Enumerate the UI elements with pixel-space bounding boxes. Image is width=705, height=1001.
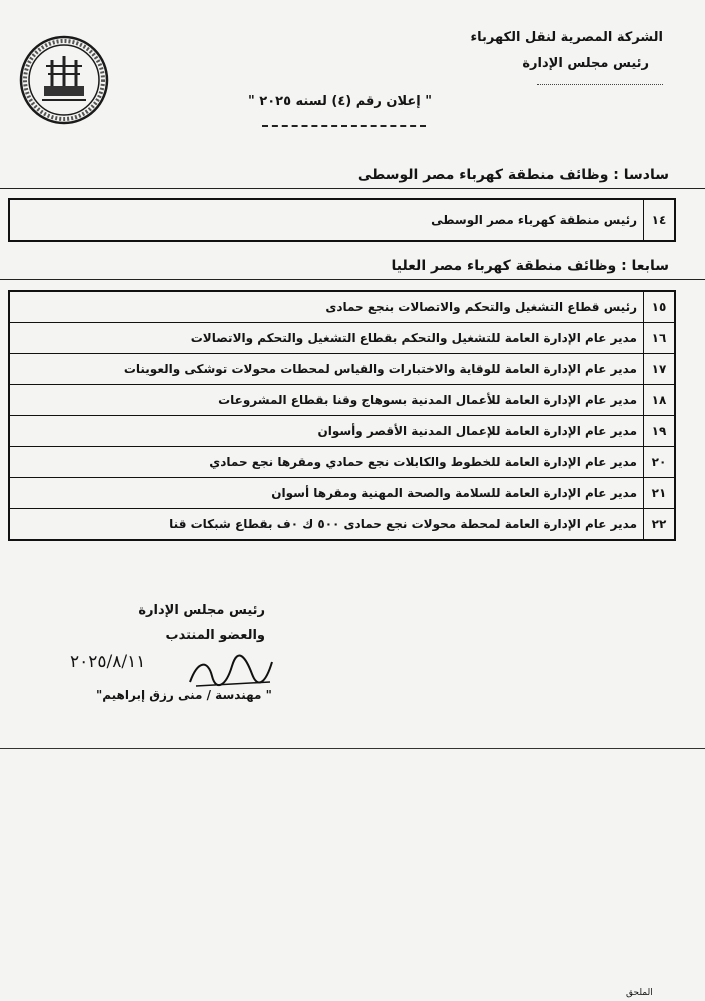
section7-table (8, 290, 676, 541)
row-number: ١٥ (643, 292, 674, 322)
row-number: ١٤ (643, 200, 674, 240)
row-job-title: مدير عام الإدارة العامة للخطوط والكابلات نجع حمادي ومقرها نجع حمادي (209, 455, 637, 469)
table-row (10, 354, 674, 385)
row-number: ٢٢ (643, 509, 674, 539)
row-job-title: رئيس قطاع التشغيل والتحكم والاتصالات بنجع حمادى (325, 300, 637, 314)
row-job-title: مدير عام الإدارة العامة للسلامة والصحة المهنية ومقرها أسوان (271, 486, 637, 500)
section6-rule (0, 188, 705, 189)
table-row (10, 447, 674, 478)
row-number: ١٨ (643, 385, 674, 415)
row-job-title: مدير عام الإدارة العامة للأعمال المدنية بسوهاج وقنا بقطاع المشروعات (218, 393, 637, 407)
row-job-title: مدير عام الإدارة العامة للوقاية والاختبارات والقياس لمحطات محولات توشكى والعوينات (123, 362, 637, 376)
handwritten-signature (186, 652, 276, 692)
announcement-underline (262, 125, 426, 127)
table-row (10, 292, 674, 323)
section6-title: سادسا : وظائف منطقة كهرباء مصر الوسطى (357, 167, 669, 183)
company-name: الشركة المصرية لنقل الكهرباء (470, 30, 663, 45)
signature-date: ٢٠٢٥/٨/١١ (70, 652, 146, 672)
footer-text: الملحق (626, 988, 653, 998)
row-number: ١٩ (643, 416, 674, 446)
row-number: ٢٠ (643, 447, 674, 477)
header-dotted-line (537, 84, 663, 85)
row-job-title: مدير عام الإدارة العامة للتشغيل والتحكم بقطاع التشغيل والتحكم والاتصالات (190, 331, 637, 345)
table-row (10, 323, 674, 354)
table-row (10, 478, 674, 509)
row-number: ١٦ (643, 323, 674, 353)
row-number: ٢١ (643, 478, 674, 508)
signature-subtitle: والعضو المنتدب (165, 628, 265, 643)
row-job-title: مدير عام الإدارة العامة للإعمال المدنية الأقصر وأسوان (317, 424, 637, 438)
announcement-title: " إعلان رقم (٤) لسنه ٢٠٢٥ " (247, 94, 433, 109)
table-row (10, 509, 674, 539)
row-number: ١٧ (643, 354, 674, 384)
company-seal-logo (18, 34, 110, 126)
page-bottom-rule (0, 748, 705, 749)
chairman-office: رئيس مجلس الإدارة (522, 56, 649, 71)
table-row (10, 200, 674, 240)
row-job-title: رئيس منطقة كهرباء مصر الوسطى (431, 213, 637, 227)
signatory-name: " مهندسة / منى رزق إبراهيم" (96, 688, 272, 702)
section7-title: سابعا : وظائف منطقة كهرباء مصر العليا (391, 258, 669, 274)
row-job-title: مدير عام الإدارة العامة لمحطة محولات نجع حمادى ٥٠٠ ك ٠ف بقطاع شبكات قنا (169, 517, 637, 531)
signature-title: رئيس مجلس الإدارة (138, 603, 265, 618)
section7-rule (0, 279, 705, 280)
table-row (10, 416, 674, 447)
section6-table (8, 198, 676, 242)
table-row (10, 385, 674, 416)
